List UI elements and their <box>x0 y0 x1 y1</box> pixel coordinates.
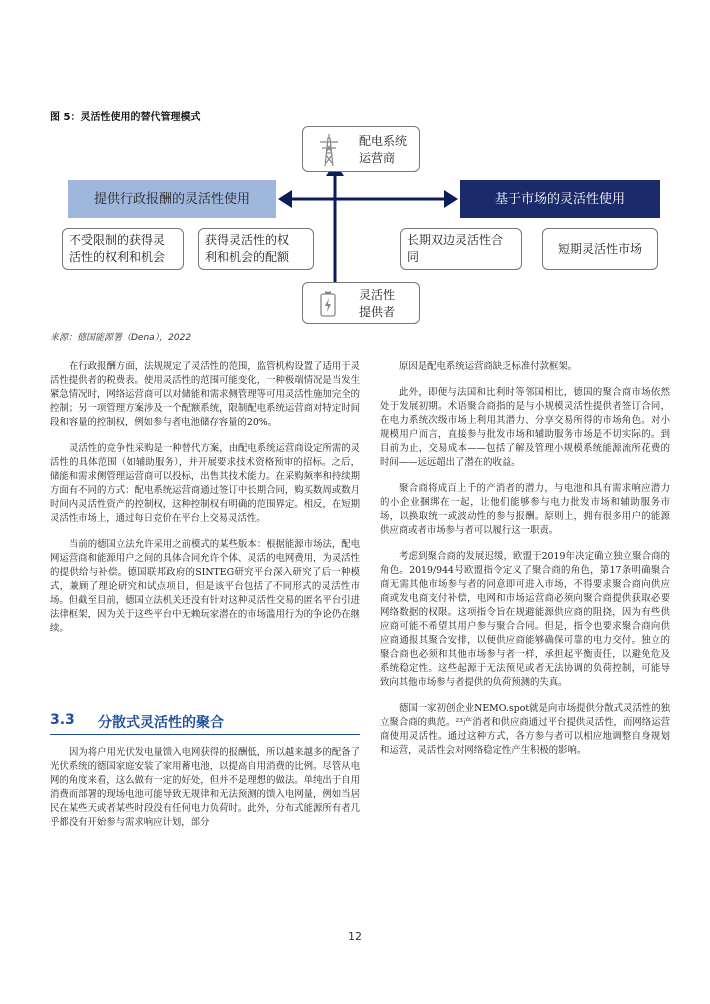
battery-icon <box>319 291 337 322</box>
paragraph: 当前的德国立法允许采用之前模式的某些版本：根据能源市场法，配电网运营商和能源用户之间的具体合同允许个体、灵活的电网费用，为灵活性的提供给与补偿。德国联邦政府的SINTEG研究平台深入研究了后一种模式，兼顾了理论研究和试点项目，但是该平台包括了不同形式的灵活性市场。但截至目前，德国立法机关还没有针对这种灵活性交易的匿名平台引进法律框架，因为关于这些平台中无赖玩家潜在的市场滥用行为的争论仍在继续。 <box>50 539 360 634</box>
dso-box <box>302 126 420 172</box>
quota-access-label: 获得灵活性的权 利和机会的配额 <box>205 233 290 264</box>
section-number: 3.3 <box>50 712 75 728</box>
paragraph: 原因是配电系统运营商缺乏标准付款框架。 <box>399 361 578 372</box>
market-banner: 基于市场的灵活性使用 <box>460 180 660 218</box>
page-number: 12 <box>348 930 362 943</box>
paragraph: 因为将户用光伏发电量馈入电网获得的报酬低，所以越来越多的配备了光伏系统的德国家庭安装了家用蓄电池，以提高自用消费的比例。尽管从电网的角度来看，这么做有一定的好处，但并不是理想的做法。单纯出于自用消费而部署的现场电池可能导致无规律和无法预测的馈入电网量，例如当居民在某些天或者某些时段没有任何电力负荷时。此外，分布式能源所有者几乎都没有开始参与需求响应计划，部分 <box>50 747 360 828</box>
left-column-lower <box>50 746 360 842</box>
flex-provider-box <box>302 282 420 324</box>
long-term-contract-box <box>400 228 522 270</box>
figure-source: 来源：德国能源署（Dena），2022 <box>50 333 192 343</box>
figure-caption: 图 5：灵活性使用的替代管理模式 <box>50 112 201 123</box>
paragraph: 灵活性的竞争性采购是一种替代方案，由配电系统运营商设定所需的灵活性的具体范围（如辅助服务），并开展要求技术资格预审的招标。之后，储能和需求侧管理运营商可以投标，出售其技术能力。在采购频率和持续期方面有不同的方式：配电系统运营商通过签订中长期合同，购买数周或数月时间内灵活性资产的控制权，这种控制权有明确的范围界定。相反，在短期灵活性市场上，通过每日竞价在平台上交易灵活性。 <box>50 443 360 524</box>
section-title: 分散式灵活性的聚合 <box>98 715 224 731</box>
power-tower-icon <box>317 133 341 172</box>
left-column <box>50 360 360 648</box>
paragraph: 德国一家初创企业NEMO.spot就是向市场提供分散式灵活性的独立聚合商的典范。²³产消者和供应商通过平台提供灵活性，而网络运营商使用灵活性。通过这种方式，各方参与者可以相应地调整自身规划和运营，灵活性会对网络稳定性产生积极的影响。 <box>380 703 670 756</box>
unrestricted-access-box <box>62 228 184 270</box>
left-arrowhead <box>278 190 292 208</box>
paragraph: 聚合商将成百上千的产消者的潜力，与电池和具有需求响应潜力的小企业捆绑在一起，让他们能够参与电力批发市场和辅助服务市场，以换取统一或波动性的参与报酬。原则上，拥有很多用户的能源供应商或者市场参与者可以履行这一职责。 <box>380 483 670 536</box>
quota-access-box <box>198 228 314 270</box>
long-term-contract-label: 长期双边灵活性合 同 <box>407 233 504 264</box>
right-arrowhead <box>444 190 458 208</box>
paragraph: 此外，即便与法国和比利时等邻国相比，德国的聚合商市场依然处于发展初期。术语聚合商指的是与小规模灵活性提供者签订合同，在电力系统次级市场上利用其潜力、分享交易所得的市场角色。对小规模用户而言，直接参与批发市场和辅助服务市场是不切实际的。到目前为止，交易成本——包括了解及管理小规模系统能源流所花费的时间——远远超出了潜在的收益。 <box>380 387 670 468</box>
dso-label: 配电系统 运营商 <box>359 134 408 165</box>
flex-provider-label: 灵活性 提供者 <box>359 288 396 319</box>
section-heading <box>50 712 360 734</box>
paragraph: 在行政报酬方面，法规规定了灵活性的范围，监管机构设置了适用于灵活性提供者的税费表。使用灵活性的范围可能变化，一种极端情况是当发生紧急情况时，网络运营商可以对储能和需求侧管理等可用灵活性施加完全的控制；另一项管理方案涉及一个配额系统，限制配电系统运营商对特定时间段和容量的控制权，例如参与者电池储存容量的20%。 <box>50 361 360 428</box>
paragraph: 考虑到聚合商的发展迟缓，欧盟于2019年决定确立独立聚合商的角色。2019/944号欧盟指令定义了聚合商的角色，第17条明确聚合商无需其他市场参与者的同意即可进入市场，不得要求聚合商向供应商或发电商支付补偿，电网和市场运营商必须向聚合商提供获取必要网络数据的权限。这项指令旨在规避能源供应商的阻挠，因为有些供应商可能不希望其用户参与聚合合同。但是，指令也要求聚合商向供应商通报其聚合安排，以便供应商能够确保可靠的电力交付。独立的聚合商也必须和其他市场参与者一样，承担起平衡责任，以避免危及系统稳定性。这些起源于无法预见或者无法协调的负荷控制，可能导致向其他市场参与者提供的负荷预测的失真。 <box>380 551 670 688</box>
short-term-market-label: 短期灵活性市场 <box>557 241 642 256</box>
figure-diagram <box>50 126 670 326</box>
short-term-market-box <box>542 228 658 270</box>
administrative-banner: 提供行政报酬的灵活性使用 <box>68 180 276 218</box>
right-column <box>380 360 670 770</box>
section-rule <box>50 734 360 735</box>
unrestricted-access-label: 不受限制的获得灵 活性的权利和机会 <box>69 233 166 264</box>
